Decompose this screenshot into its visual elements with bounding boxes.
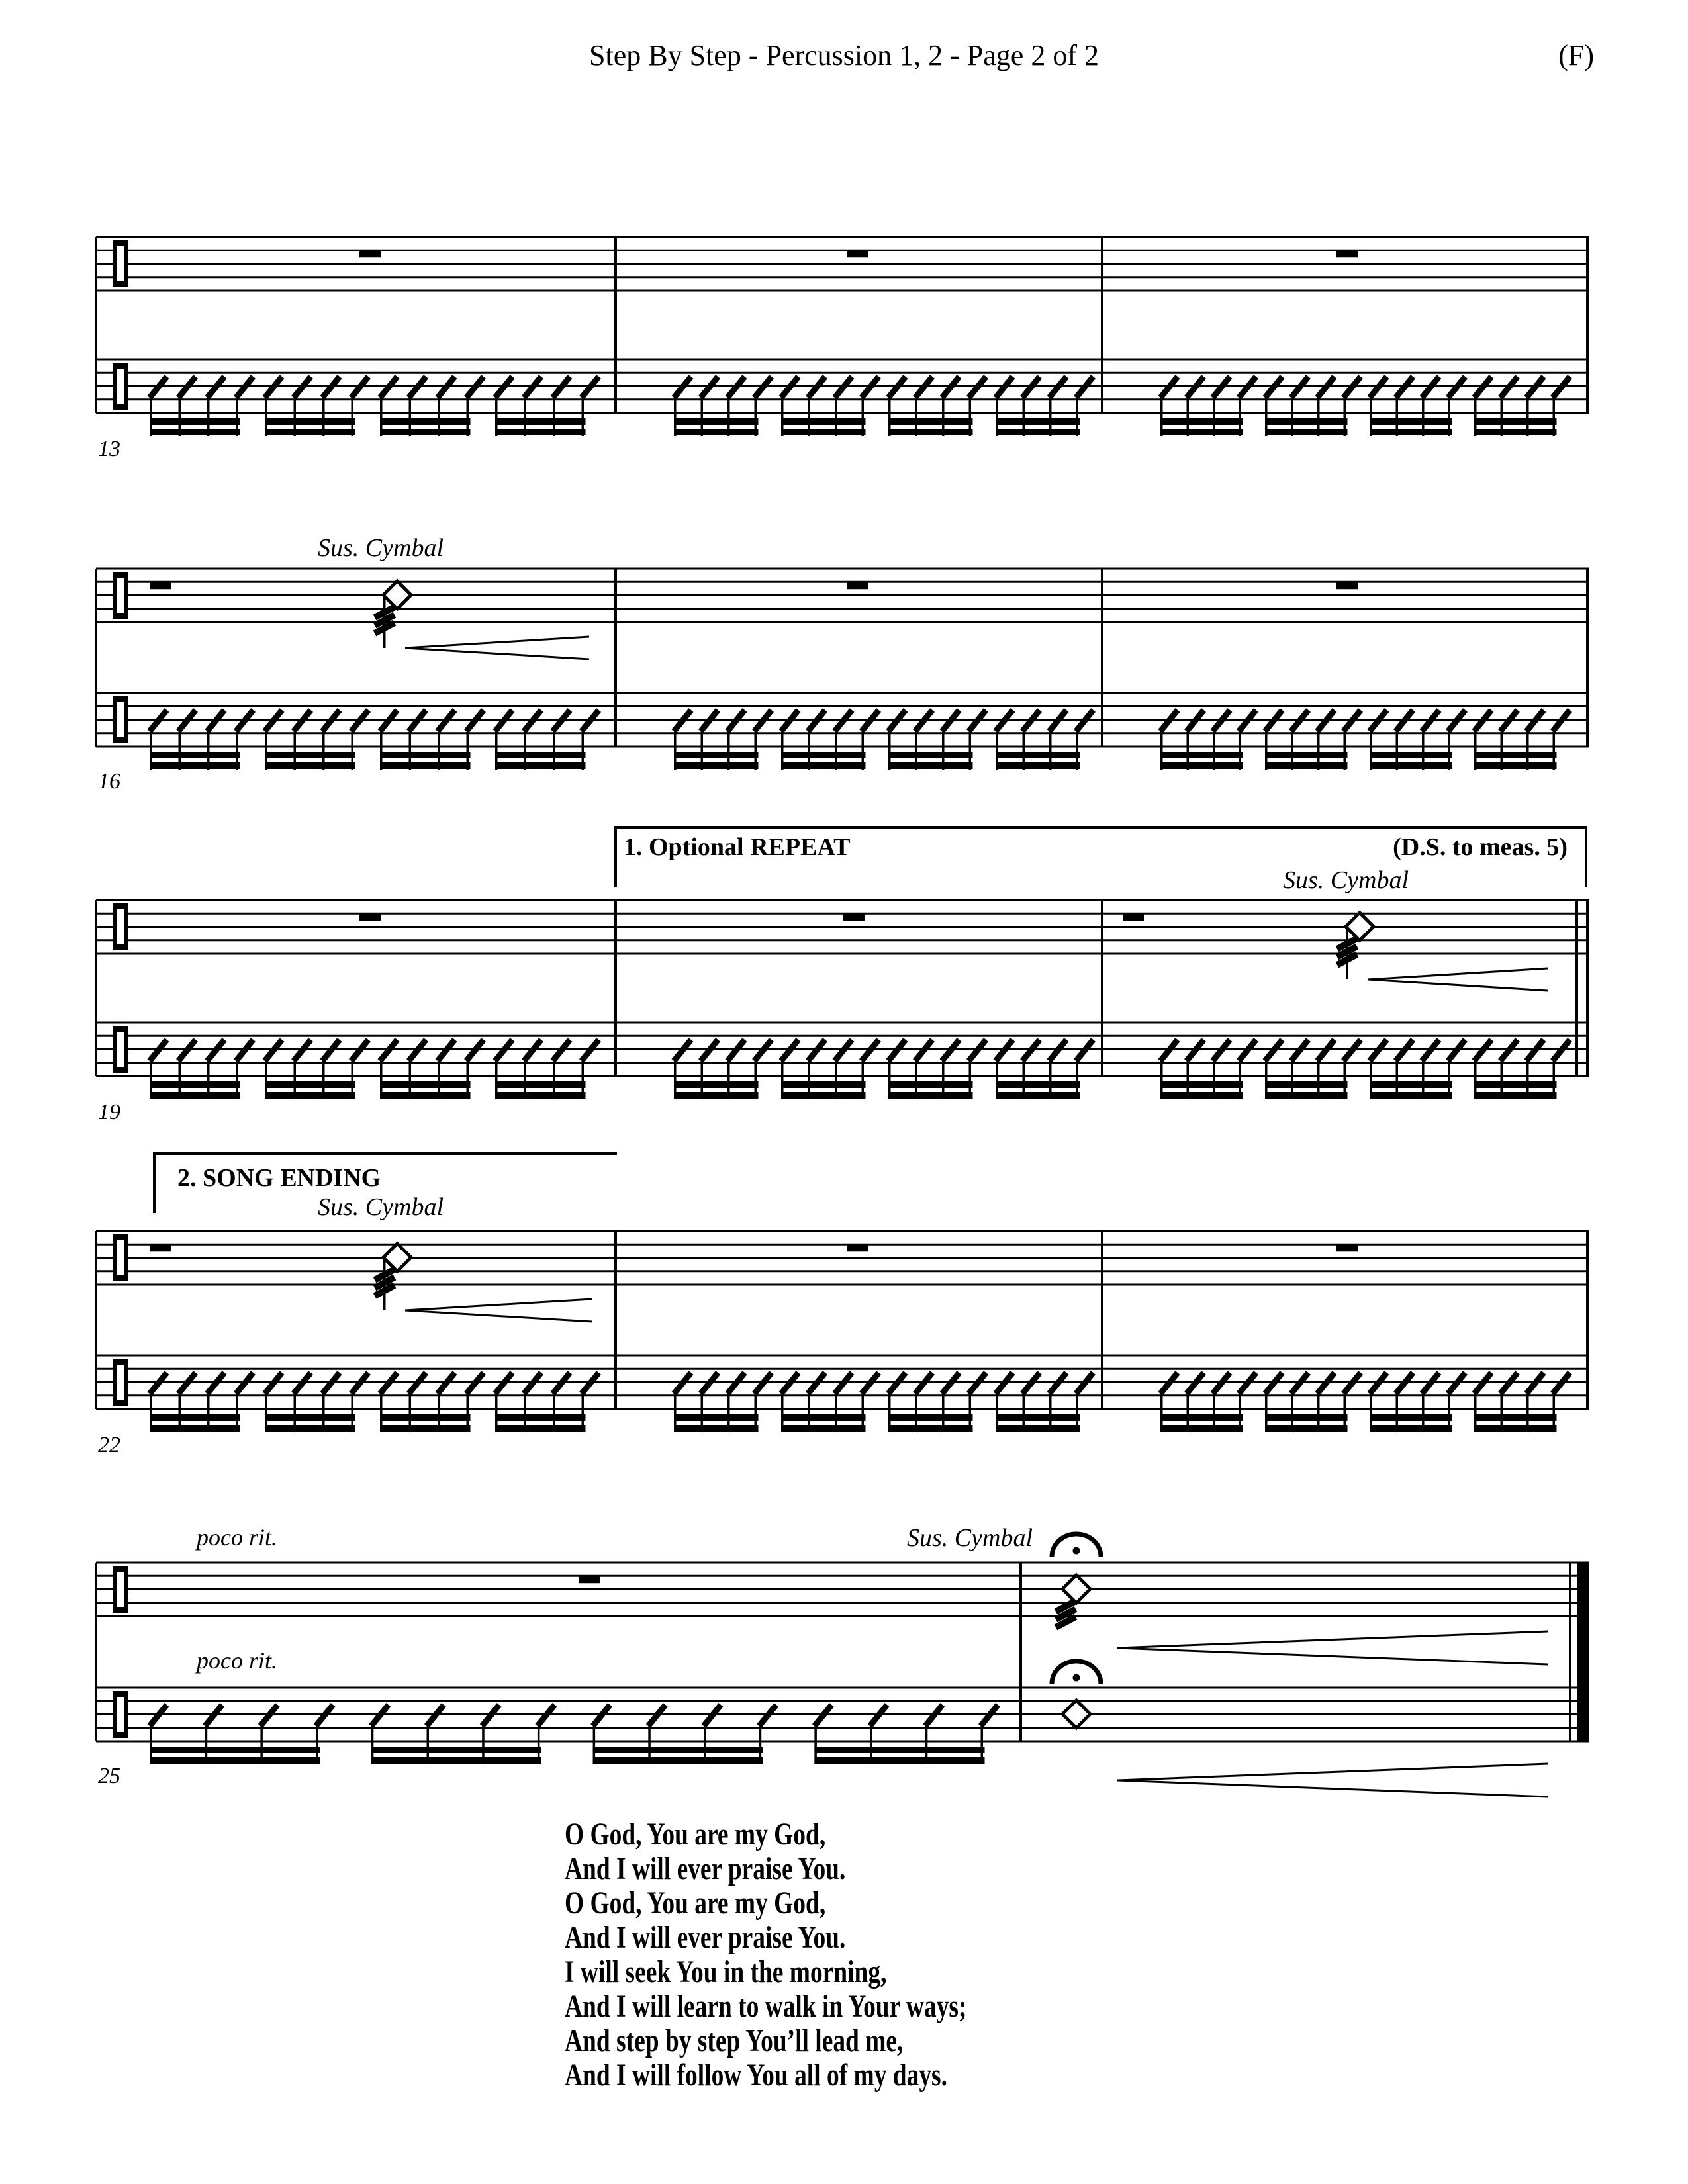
- beam: [1370, 1092, 1452, 1099]
- annotation-poco-rit-perc1: poco rit.: [197, 1524, 277, 1551]
- beam: [150, 752, 240, 758]
- lyric-line: And I will ever praise You.: [565, 1851, 846, 1886]
- beam: [996, 1425, 1080, 1432]
- lyric-line: I will seek You in the morning,: [565, 1954, 887, 1989]
- beam: [1265, 1414, 1348, 1421]
- beam: [1370, 1425, 1452, 1432]
- beam: [495, 1425, 586, 1432]
- barline: [95, 569, 97, 747]
- beam: [1265, 418, 1348, 425]
- cymbal-diamond-note: [1062, 1575, 1090, 1603]
- system-m16: [95, 568, 1589, 770]
- beam: [888, 418, 973, 425]
- lyric-line: And I will ever praise You.: [565, 1920, 846, 1955]
- beam: [996, 1092, 1080, 1099]
- beam: [1370, 429, 1452, 435]
- barline: [1101, 1231, 1103, 1409]
- barline: [1575, 900, 1578, 1076]
- beam: [380, 1414, 471, 1421]
- annotation-poco-rit-perc2: poco rit.: [197, 1647, 277, 1674]
- whole-rest: [843, 913, 865, 921]
- barline: [1586, 237, 1589, 413]
- system-m25: [95, 1534, 1589, 1797]
- beam: [593, 1747, 763, 1753]
- lyric-line: And I will learn to walk in Your ways;: [565, 1989, 967, 2024]
- hairpin: [1117, 1648, 1548, 1664]
- beam: [888, 1092, 973, 1099]
- volta-bracket: [153, 1152, 617, 1155]
- lyric-line: And step by step You’ll lead me,: [565, 2023, 904, 2058]
- beam: [814, 1747, 984, 1753]
- beam: [265, 1414, 355, 1421]
- hairpin: [405, 637, 589, 648]
- beam: [265, 762, 355, 769]
- beam: [781, 752, 866, 758]
- annotation-sus-cymbal-m21: Sus. Cymbal: [1283, 866, 1409, 894]
- beam: [593, 1757, 763, 1764]
- beam: [1265, 1092, 1348, 1099]
- beam: [996, 429, 1080, 435]
- beam: [1160, 1081, 1243, 1088]
- beam: [380, 1092, 471, 1099]
- beam: [1474, 418, 1557, 425]
- beam: [150, 762, 240, 769]
- beam: [1370, 752, 1452, 758]
- volta-bracket: [614, 826, 1587, 829]
- beam: [1160, 418, 1243, 425]
- beam: [1265, 1081, 1348, 1088]
- beam: [674, 752, 759, 758]
- measure-number-13: 13: [98, 437, 120, 461]
- beam: [781, 418, 866, 425]
- beam: [996, 1081, 1080, 1088]
- final-barline-thick: [1577, 1563, 1589, 1741]
- beam: [495, 1414, 586, 1421]
- whole-rest: [1336, 1244, 1358, 1251]
- beam: [380, 762, 471, 769]
- beam: [781, 1425, 866, 1432]
- annotation-optional-repeat: 1. Optional REPEAT: [624, 833, 851, 861]
- beam: [888, 1414, 973, 1421]
- page-title: Step By Step - Percussion 1, 2 - Page 2 of 2: [589, 39, 1099, 71]
- key-label: (F): [1558, 39, 1594, 71]
- whole-rest: [150, 582, 171, 589]
- annotation-song-ending: 2. SONG ENDING: [177, 1164, 381, 1192]
- beam: [1160, 752, 1243, 758]
- barline: [95, 237, 97, 413]
- beam: [495, 1092, 586, 1099]
- whole-rest: [150, 1244, 171, 1251]
- whole-rest: [579, 1576, 600, 1583]
- barline: [1101, 900, 1103, 1076]
- beam: [1474, 752, 1557, 758]
- annotation-sus-cymbal-m22: Sus. Cymbal: [318, 1193, 444, 1221]
- beam: [674, 1081, 759, 1088]
- barline: [614, 237, 617, 413]
- system-m13: [95, 236, 1589, 437]
- barline: [1586, 569, 1589, 747]
- barline: [95, 900, 97, 1076]
- hairpin: [405, 648, 589, 659]
- beam: [495, 762, 586, 769]
- beam: [674, 1092, 759, 1099]
- beam: [888, 1425, 973, 1432]
- hairpin: [1368, 979, 1548, 991]
- beam: [495, 418, 586, 425]
- lyric-line: O God, You are my God,: [565, 1886, 826, 1921]
- beam: [380, 418, 471, 425]
- hairpin: [1368, 968, 1548, 979]
- beam: [1474, 762, 1557, 769]
- beam: [888, 1081, 973, 1088]
- whole-rest: [847, 1244, 868, 1251]
- measure-number-25: 25: [98, 1764, 120, 1788]
- hairpin: [1117, 1631, 1548, 1648]
- whole-rest: [847, 582, 868, 589]
- beam: [150, 1757, 320, 1764]
- beam: [1370, 762, 1452, 769]
- beam: [781, 429, 866, 435]
- beam: [996, 418, 1080, 425]
- barline: [614, 569, 617, 747]
- cymbal-diamond-note: [383, 1244, 411, 1271]
- beam: [265, 1425, 355, 1432]
- barline: [1586, 1231, 1589, 1409]
- beam: [1474, 1425, 1557, 1432]
- beam: [1160, 1414, 1243, 1421]
- beam: [150, 418, 240, 425]
- beam: [371, 1747, 541, 1753]
- lyric-line: O God, You are my God,: [565, 1817, 826, 1852]
- whole-rest: [1336, 582, 1358, 589]
- beam: [1370, 418, 1452, 425]
- barline: [95, 1231, 97, 1409]
- beam: [1265, 752, 1348, 758]
- beam: [380, 752, 471, 758]
- beam: [380, 429, 471, 435]
- whole-rest: [359, 250, 381, 257]
- annotation-sus-cymbal-m16: Sus. Cymbal: [318, 534, 444, 562]
- beam: [495, 1081, 586, 1088]
- final-barline-thin: [1569, 1563, 1571, 1741]
- beam: [674, 418, 759, 425]
- beam: [265, 752, 355, 758]
- beam: [781, 762, 866, 769]
- beam: [1370, 1081, 1452, 1088]
- beam: [1265, 429, 1348, 435]
- hairpin: [1117, 1764, 1548, 1780]
- hairpin: [405, 1310, 592, 1322]
- beam: [674, 429, 759, 435]
- barline: [95, 1563, 97, 1741]
- measure-number-16: 16: [98, 769, 120, 794]
- beam: [265, 429, 355, 435]
- beam: [495, 429, 586, 435]
- beam: [380, 1425, 471, 1432]
- beam: [150, 1747, 320, 1753]
- beam: [781, 1092, 866, 1099]
- beam: [265, 1081, 355, 1088]
- beam: [1474, 429, 1557, 435]
- barline: [1019, 1563, 1022, 1741]
- measure-number-19: 19: [98, 1100, 120, 1124]
- whole-rest: [1336, 250, 1358, 257]
- beam: [674, 762, 759, 769]
- barline: [1101, 569, 1103, 747]
- beam: [265, 418, 355, 425]
- hairpin: [1117, 1780, 1548, 1797]
- cymbal-diamond-note: [1062, 1700, 1090, 1728]
- beam: [996, 1414, 1080, 1421]
- cymbal-diamond-note: [383, 581, 411, 609]
- beam: [1474, 1092, 1557, 1099]
- beam: [888, 429, 973, 435]
- beam: [674, 1414, 759, 1421]
- beam: [150, 1425, 240, 1432]
- barline: [1586, 900, 1589, 1076]
- annotation-sus-cymbal-m26: Sus. Cymbal: [907, 1524, 1033, 1552]
- beam: [265, 1092, 355, 1099]
- beam: [1160, 1092, 1243, 1099]
- beam: [1474, 1414, 1557, 1421]
- beam: [150, 429, 240, 435]
- beam: [1160, 1425, 1243, 1432]
- beam: [495, 752, 586, 758]
- beam: [888, 762, 973, 769]
- barline: [1101, 237, 1103, 413]
- beam: [380, 1081, 471, 1088]
- beam: [150, 1081, 240, 1088]
- measure-number-22: 22: [98, 1433, 120, 1457]
- barline: [614, 1231, 617, 1409]
- beam: [814, 1757, 984, 1764]
- barline: [614, 900, 617, 1076]
- beam: [781, 1081, 866, 1088]
- beam: [1265, 1425, 1348, 1432]
- beam: [888, 752, 973, 758]
- beam: [1160, 429, 1243, 435]
- beam: [1160, 762, 1243, 769]
- whole-rest: [359, 913, 381, 921]
- whole-rest: [1123, 913, 1144, 921]
- lyric-block: [565, 1817, 966, 2093]
- beam: [674, 1425, 759, 1432]
- beam: [996, 752, 1080, 758]
- annotation-ds-to-meas-5: (D.S. to meas. 5): [1393, 833, 1568, 861]
- beam: [150, 1092, 240, 1099]
- whole-rest: [847, 250, 868, 257]
- beam: [996, 762, 1080, 769]
- beam: [781, 1414, 866, 1421]
- beam: [371, 1757, 541, 1764]
- beam: [1265, 762, 1348, 769]
- hairpin: [405, 1299, 592, 1310]
- beam: [1370, 1414, 1452, 1421]
- beam: [1474, 1081, 1557, 1088]
- cymbal-diamond-note: [1346, 913, 1374, 940]
- lyric-line: And I will follow You all of my days.: [565, 2058, 947, 2093]
- beam: [150, 1414, 240, 1421]
